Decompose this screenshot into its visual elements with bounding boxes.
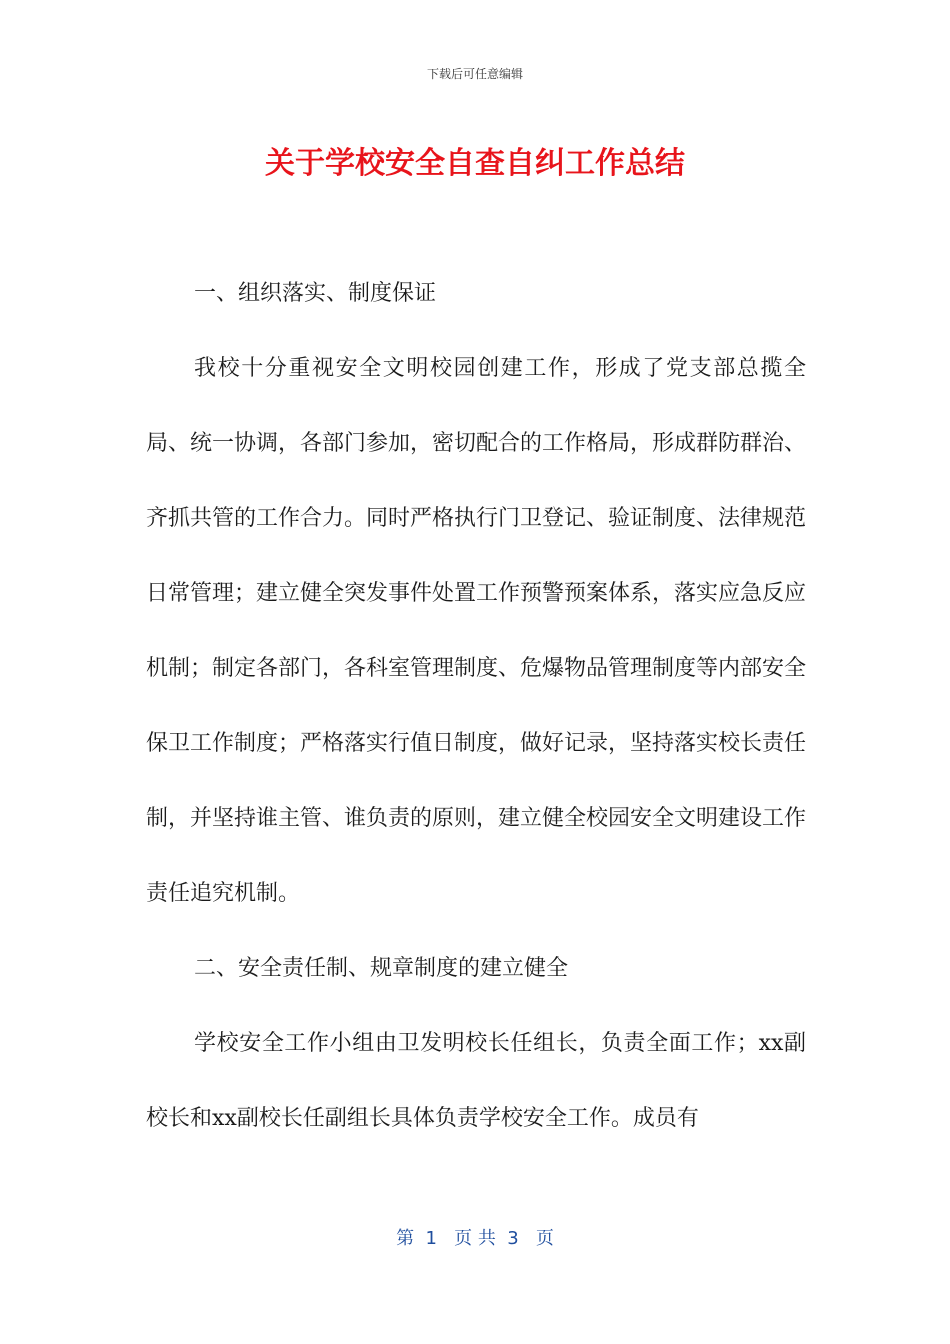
document-title: 关于学校安全自查自纠工作总结 [265, 146, 685, 181]
page-header-note: 下载后可任意编辑 [426, 67, 523, 81]
document-body [146, 256, 806, 1156]
paragraph-2: 学校安全工作小组由卫发明校长任组长，负责全面工作；xx副校长和xx副校长任副组长具体负责学校安全工作。成员有 [146, 1031, 806, 1131]
section-heading-1: 一、组织落实、制度保证 [194, 281, 437, 306]
paragraph-1: 我校十分重视安全文明校园创建工作，形成了党支部总揽全局、统一协调，各部门参加，密切配合的工作格局，形成群防群治、齐抓共管的工作合力。同时严格执行门卫登记、验证制度、法律规范日常管理；建立健全突发事件处置工作预警预案体系，落实应急反应机制；制定各部门，各科室管理制度、危爆物品管理制度等内部安全保卫工作制度；严格落实行值日制度，做好记录，坚持落实校长责任制，并坚持谁主管、谁负责的原则，建立健全校园安全文明建设工作责任追究机制。 [146, 356, 807, 906]
page-number-footer: 第 1 页 共 3 页 [396, 1228, 554, 1249]
section-heading-2: 二、安全责任制、规章制度的建立健全 [194, 956, 569, 981]
